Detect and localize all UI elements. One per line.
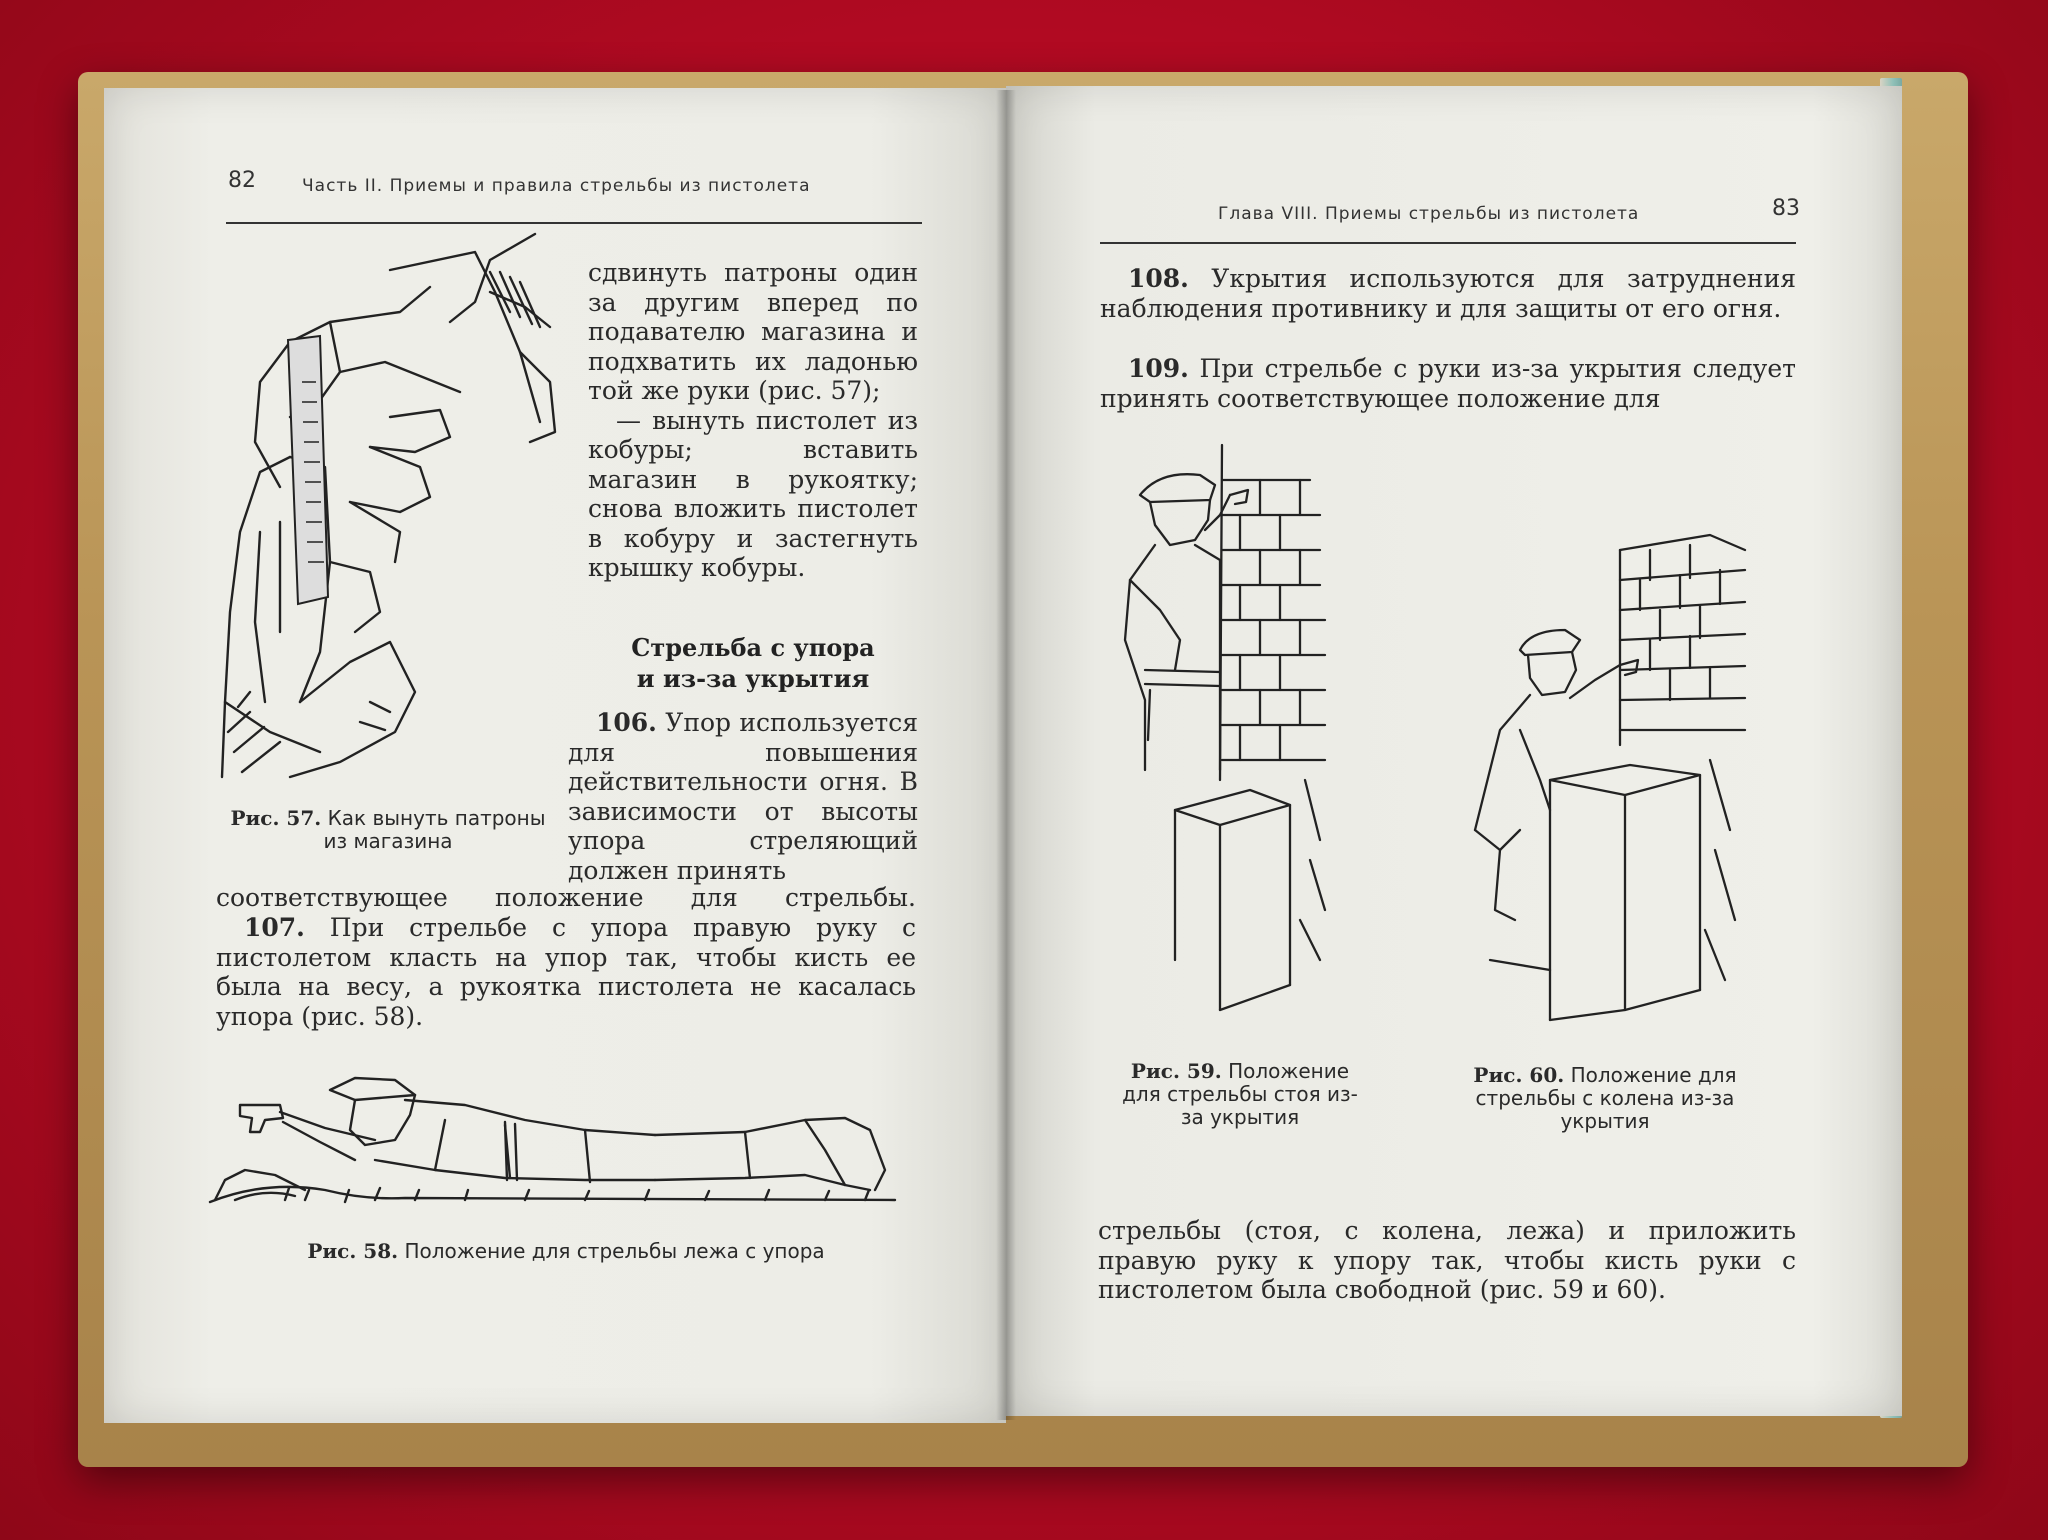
fig58-label: Рис. 58. xyxy=(307,1239,399,1263)
para-108-number: 108. xyxy=(1128,264,1189,293)
fig57-hand-magazine-illustration xyxy=(220,232,565,787)
para-106-text: Упор используется для повышения действительности огня. В зависимости от высоты упора стреляющий должен принять xyxy=(568,708,918,885)
para-107-number: 107. xyxy=(244,913,305,942)
left-running-head: Часть II. Приемы и правила стрельбы из пистолета xyxy=(302,176,811,196)
para-107-text: При стрельбе с упора правую руку с пистолетом класть на упор так, чтобы кисть ее была на весу, а рукоятка пистолета не касалась упора (рис. 58). xyxy=(216,913,916,1031)
fig59-caption xyxy=(1120,1060,1360,1129)
para-106-number: 106. xyxy=(596,708,657,737)
para-107 xyxy=(216,913,916,1031)
para-109-number: 109. xyxy=(1128,354,1189,383)
fig60-label: Рис. 60. xyxy=(1473,1063,1565,1087)
right-header-rule xyxy=(1100,242,1796,244)
para-dash: — вынуть пистолет из кобуры; вставить магазин в рукоятку; снова вложить пистолет в кобуру и застегнуть крышку кобуры. xyxy=(588,405,918,582)
para-108 xyxy=(1100,264,1796,323)
para-109-text: При стрельбе с руки из-за укрытия следует принять соответствующее положение для xyxy=(1100,354,1796,413)
fig60-caption-text: Положение для стрельбы с колена из-за укрытия xyxy=(1475,1063,1737,1133)
fig59-label: Рис. 59. xyxy=(1130,1059,1222,1083)
fig58-prone-shooter-illustration xyxy=(205,1050,905,1225)
right-running-head: Глава VIII. Приемы стрельбы из пистолета xyxy=(1218,204,1640,224)
section-heading xyxy=(588,632,918,694)
fig60-kneeling-shooter-illustration xyxy=(1460,530,1760,1030)
left-page-number: 82 xyxy=(228,168,256,193)
fig57-caption xyxy=(218,807,558,853)
section-heading-line1: Стрельба с упора xyxy=(631,633,875,662)
right-page-number: 83 xyxy=(1772,196,1800,221)
section-heading-line2: и из-за укрытия xyxy=(636,664,870,693)
book-gutter xyxy=(996,90,1016,1420)
para-108-text: Укрытия используются для затруднения наблюдения противнику и для защиты от его огня. xyxy=(1100,264,1797,323)
left-header-rule xyxy=(226,222,922,224)
left-column-text xyxy=(588,258,918,583)
fig57-label: Рис. 57. xyxy=(230,806,322,830)
fig60-caption xyxy=(1450,1064,1760,1133)
para-109 xyxy=(1100,354,1796,413)
fig57-caption-text: Как вынуть патроны из магазина xyxy=(323,806,546,853)
fig58-caption-text: Положение для стрельбы лежа с упора xyxy=(404,1239,825,1263)
para-end: стрельбы (стоя, с колена, лежа) и приложить правую руку к упору так, чтобы кисть руки с пистолетом была свободной (рис. 59 и 60). xyxy=(1098,1216,1796,1304)
fig59-standing-shooter-illustration xyxy=(1120,440,1360,1020)
para-continued: сдвинуть патроны один за другим вперед по подавателю магазина и подхватить их ладонью той же руки (рис. 57); xyxy=(588,258,918,405)
para-106-tail: соответствующее положение для стрельбы. xyxy=(216,883,916,912)
fig59-caption-text: Положение для стрельбы стоя из-за укрытия xyxy=(1122,1059,1358,1129)
fig58-caption xyxy=(216,1240,916,1263)
para-106 xyxy=(568,708,918,885)
